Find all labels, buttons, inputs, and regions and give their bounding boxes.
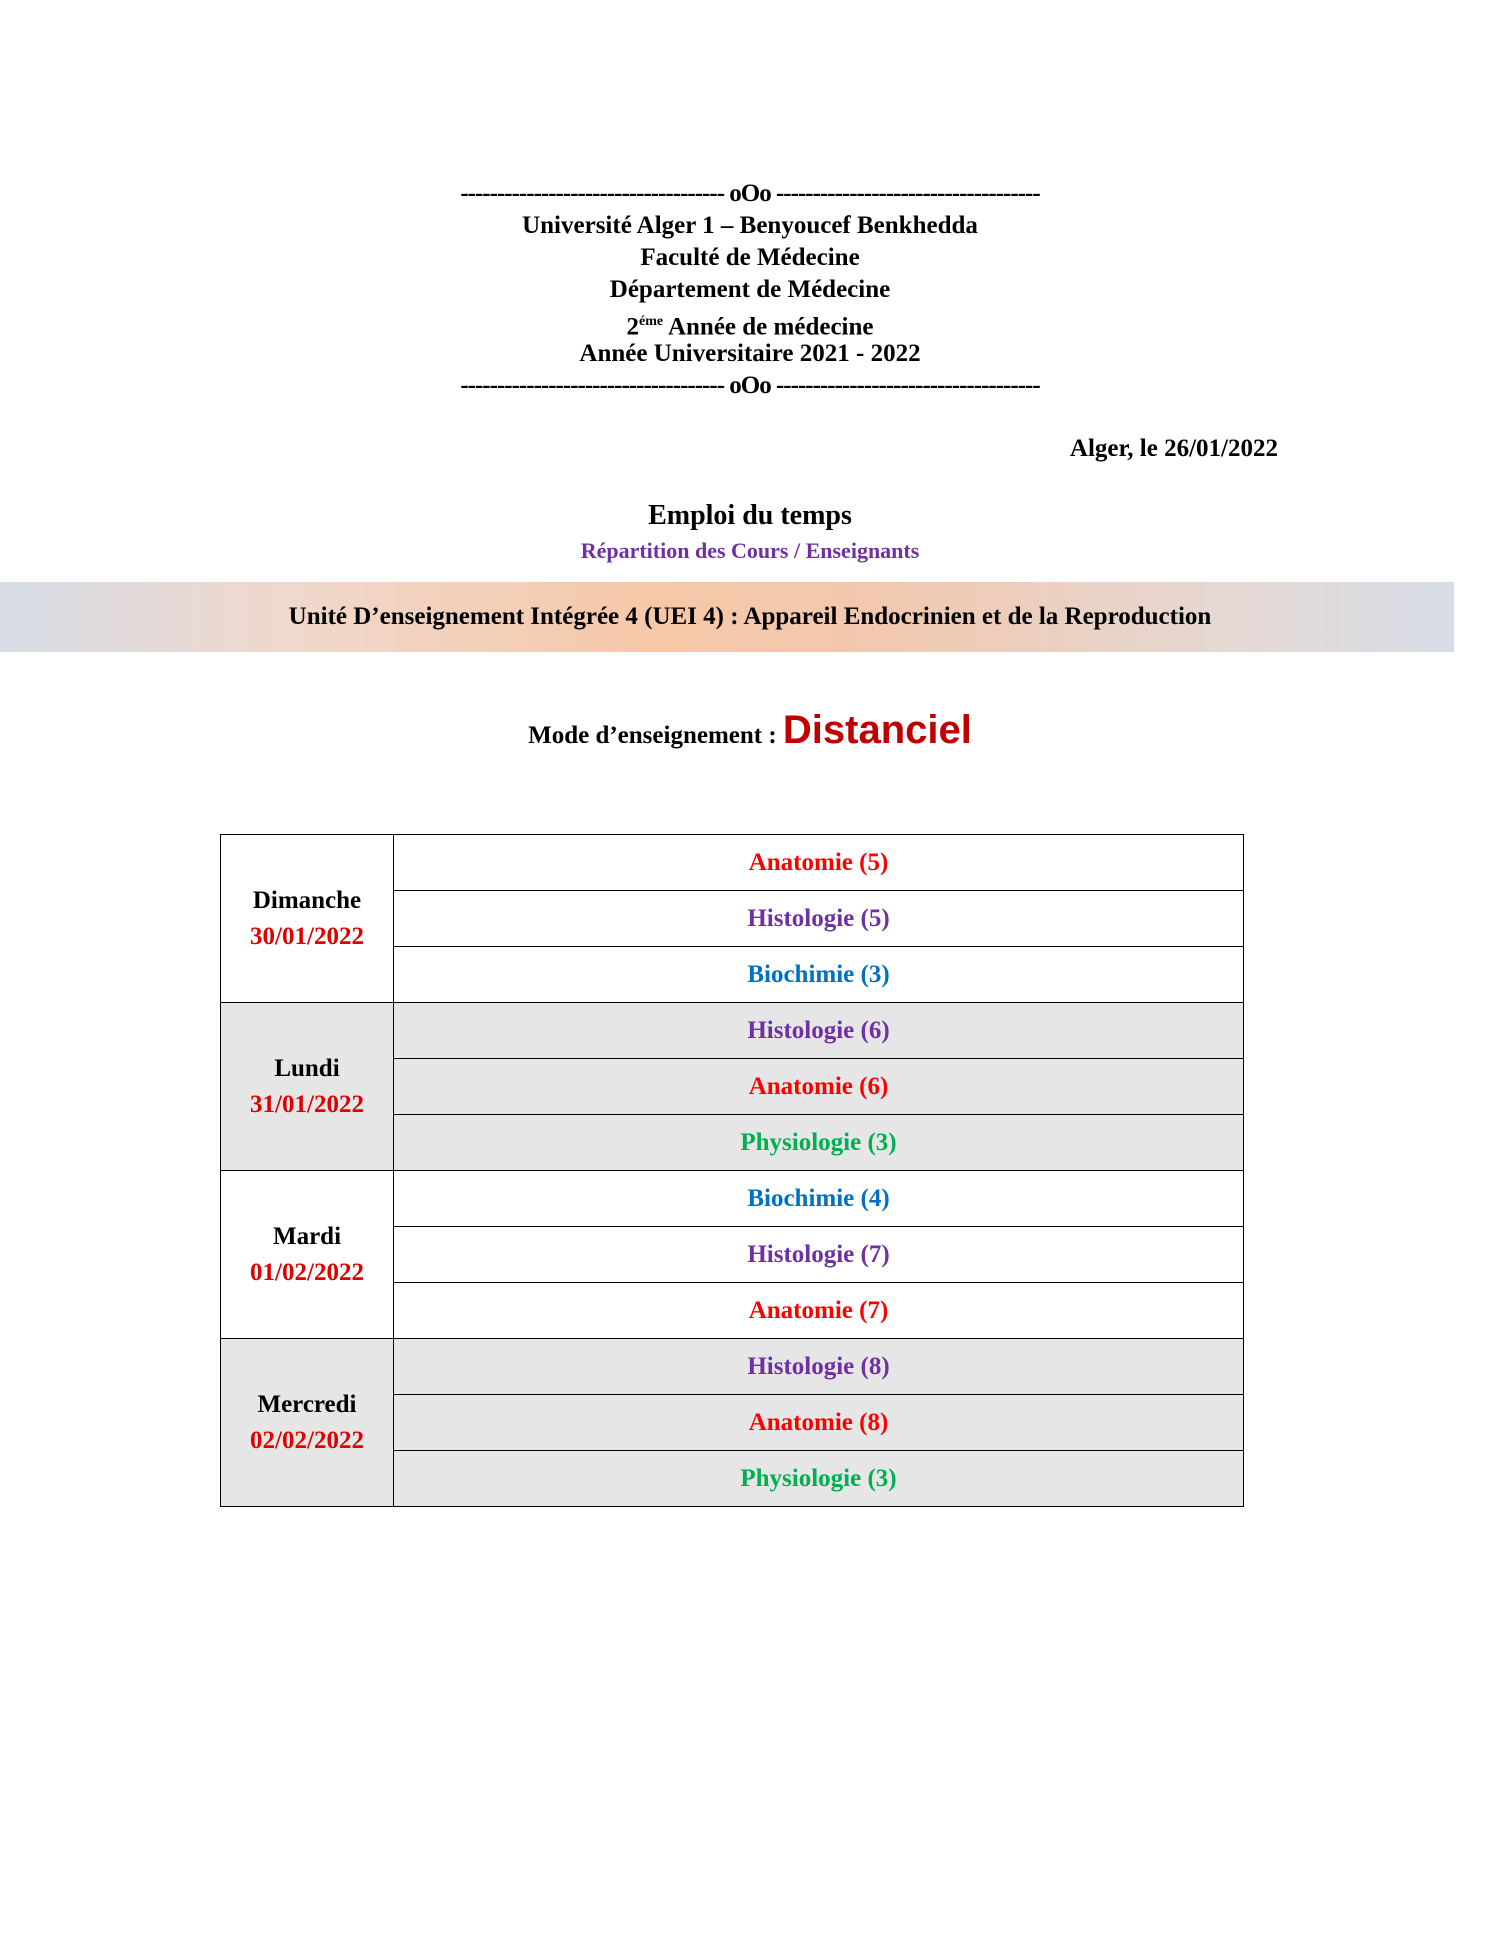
document-date: Alger, le 26/01/2022 [1069, 435, 1278, 462]
year-text: Année de médecine [663, 313, 874, 341]
page-title: Emploi du temps [648, 500, 852, 531]
day-name: Lundi [274, 1054, 340, 1082]
unit-title: Unité D’enseignement Intégrée 4 (UEI 4) : Appareil Endocrinien et de la Reproduction [288, 603, 1212, 630]
table-row [221, 1003, 1244, 1059]
course-cell: Histologie (5) [394, 891, 1244, 947]
course-cell: Histologie (6) [394, 1003, 1244, 1059]
separator-bottom: ------------------------------------ oOo ------------------------------------ [460, 372, 1040, 399]
separator-top: ------------------------------------ oOo ------------------------------------ [460, 180, 1040, 207]
course-cell: Histologie (7) [394, 1227, 1244, 1283]
course-cell: Anatomie (7) [394, 1283, 1244, 1339]
faculty-name: Faculté de Médecine [640, 244, 860, 271]
day-cell [221, 1003, 394, 1171]
schedule-table [220, 834, 1244, 1507]
course-cell: Anatomie (6) [394, 1059, 1244, 1115]
day-cell [221, 1339, 394, 1507]
teaching-mode [0, 708, 1500, 753]
course-cell: Anatomie (8) [394, 1395, 1244, 1451]
day-date: 30/01/2022 [250, 922, 364, 950]
day-name: Mercredi [257, 1390, 357, 1418]
year-number: 2 [626, 313, 639, 341]
year-suffix: éme [639, 314, 664, 329]
academic-year: Année Universitaire 2021 - 2022 [579, 340, 921, 367]
course-cell: Physiologie (3) [394, 1451, 1244, 1507]
day-date: 01/02/2022 [250, 1258, 364, 1286]
course-cell: Physiologie (3) [394, 1115, 1244, 1171]
day-date: 31/01/2022 [250, 1090, 364, 1118]
unit-banner [0, 582, 1454, 652]
page-subtitle: Répartition des Cours / Enseignants [580, 538, 920, 563]
course-cell: Histologie (8) [394, 1339, 1244, 1395]
mode-value: Distanciel [782, 708, 972, 752]
table-row [221, 835, 1244, 891]
course-cell: Biochimie (4) [394, 1171, 1244, 1227]
course-cell: Anatomie (5) [394, 835, 1244, 891]
course-cell: Biochimie (3) [394, 947, 1244, 1003]
table-row [221, 1339, 1244, 1395]
day-name: Mardi [272, 1222, 342, 1250]
day-cell [221, 1171, 394, 1339]
day-cell [221, 835, 394, 1003]
university-name: Université Alger 1 – Benyoucef Benkhedda [522, 212, 978, 239]
mode-label: Mode d’enseignement : [528, 722, 783, 749]
table-row [221, 1171, 1244, 1227]
day-name: Dimanche [252, 886, 362, 914]
day-date: 02/02/2022 [250, 1426, 364, 1454]
department-name: Département de Médecine [609, 276, 891, 303]
